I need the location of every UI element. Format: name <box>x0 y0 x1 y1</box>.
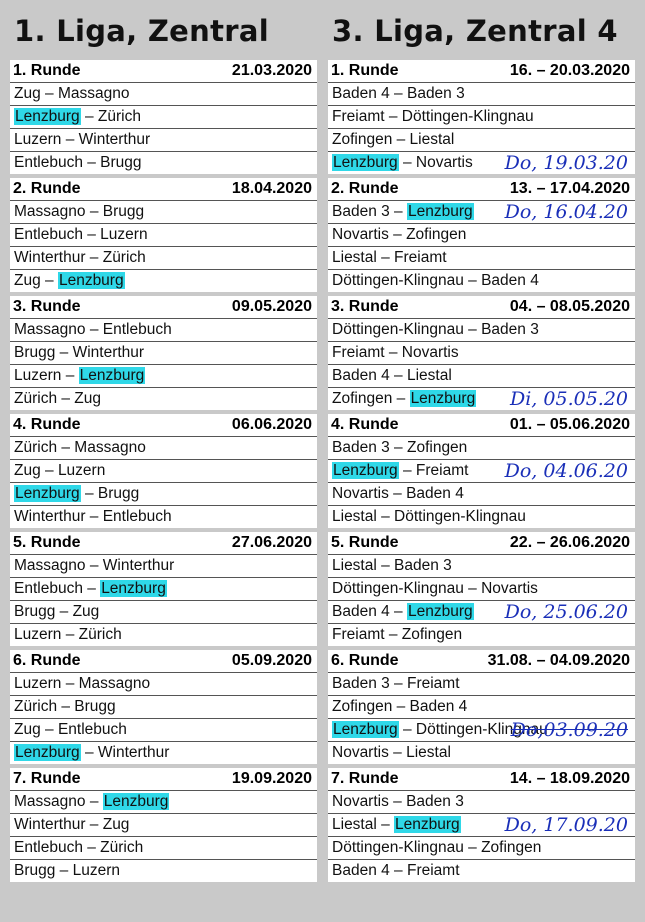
match-text: – Freiamt <box>398 462 469 479</box>
match-row <box>10 342 317 365</box>
match-text: – Zürich <box>80 108 141 125</box>
match-row <box>328 719 635 742</box>
round-label: 6. Runde <box>13 652 81 669</box>
match-row <box>10 106 317 129</box>
round-block <box>328 296 635 414</box>
match-text: Novartis – Baden 3 <box>332 793 464 810</box>
match-text: Entlebuch – Zürich <box>14 839 144 856</box>
highlighted-team: Lenzburg <box>103 793 169 810</box>
match-row <box>10 814 317 837</box>
round-header <box>328 178 635 201</box>
match-text: Novartis – Zofingen <box>332 226 467 243</box>
schedule-column-right <box>328 60 635 882</box>
match-row <box>10 319 317 342</box>
match-text: Freiamt – Novartis <box>332 344 459 361</box>
match-text: Döttingen-Klingnau – Baden 4 <box>332 272 539 289</box>
round-label: 5. Runde <box>13 534 81 551</box>
schedule-column-left <box>10 60 317 882</box>
match-text: Massagno – Entlebuch <box>14 321 172 338</box>
match-row <box>328 578 635 601</box>
round-header <box>328 768 635 791</box>
match-row <box>328 742 635 764</box>
match-text: Massagno – Winterthur <box>14 557 175 574</box>
highlighted-team: Lenzburg <box>410 390 476 407</box>
round-label: 2. Runde <box>13 180 81 197</box>
match-row <box>328 270 635 292</box>
round-header <box>10 768 317 791</box>
round-date: 16. – 20.03.2020 <box>509 62 630 79</box>
round-block <box>10 414 317 532</box>
highlighted-team: Lenzburg <box>395 816 460 833</box>
highlighted-team: Lenzburg <box>15 744 80 761</box>
round-block <box>10 178 317 296</box>
round-date: 31.08. – 04.09.2020 <box>487 652 630 669</box>
match-text: Massagno – <box>14 793 103 810</box>
match-text: Zürich – Zug <box>14 390 102 407</box>
match-row <box>10 578 317 601</box>
handwritten-date-note: Do, 04.06.20 <box>504 460 628 482</box>
match-row <box>328 437 635 460</box>
match-row <box>10 837 317 860</box>
match-row <box>328 247 635 270</box>
match-row <box>10 506 317 528</box>
round-block <box>10 532 317 650</box>
match-row <box>10 201 317 224</box>
round-label: 3. Runde <box>331 298 399 315</box>
match-row <box>328 696 635 719</box>
round-date: 01. – 05.06.2020 <box>509 416 630 433</box>
match-row <box>10 624 317 646</box>
round-header <box>10 650 317 673</box>
match-text: – Winterthur <box>80 744 170 761</box>
round-label: 4. Runde <box>13 416 81 433</box>
match-row <box>328 673 635 696</box>
round-date: 18.04.2020 <box>231 180 312 197</box>
match-row <box>328 319 635 342</box>
highlighted-team: Lenzburg <box>15 108 80 125</box>
match-text: Winterthur – Entlebuch <box>14 508 172 525</box>
round-label: 1. Runde <box>13 62 81 79</box>
match-text: Zug – Massagno <box>14 85 130 102</box>
match-row <box>328 555 635 578</box>
round-block <box>328 768 635 882</box>
match-text: Zug – Entlebuch <box>14 721 127 738</box>
match-text: Liestal – Baden 3 <box>332 557 452 574</box>
match-row <box>328 342 635 365</box>
round-header <box>328 650 635 673</box>
match-text: Luzern – <box>14 367 79 384</box>
round-block <box>328 650 635 768</box>
round-date: 05.09.2020 <box>231 652 312 669</box>
round-header <box>328 532 635 555</box>
match-row <box>328 106 635 129</box>
round-date: 27.06.2020 <box>231 534 312 551</box>
match-row <box>10 460 317 483</box>
match-text: Döttingen-Klingnau – Novartis <box>332 580 538 597</box>
round-date: 14. – 18.09.2020 <box>509 770 630 787</box>
match-text: Brugg – Winterthur <box>14 344 145 361</box>
match-text: – Novartis <box>398 154 473 171</box>
round-header <box>328 60 635 83</box>
highlighted-team: Lenzburg <box>407 603 473 620</box>
round-header <box>10 296 317 319</box>
match-text: Baden 4 – Baden 3 <box>332 85 465 102</box>
match-row <box>10 247 317 270</box>
match-row <box>328 201 635 224</box>
round-label: 7. Runde <box>13 770 81 787</box>
round-date: 06.06.2020 <box>231 416 312 433</box>
highlighted-team: Lenzburg <box>79 367 145 384</box>
match-row <box>10 365 317 388</box>
match-row <box>10 152 317 174</box>
match-row <box>10 601 317 624</box>
match-text: Zürich – Brugg <box>14 698 116 715</box>
match-row <box>10 791 317 814</box>
highlighted-team: Lenzburg <box>333 462 398 479</box>
match-text: Entlebuch – <box>14 580 101 597</box>
round-block <box>10 768 317 882</box>
round-header <box>10 178 317 201</box>
round-date: 09.05.2020 <box>231 298 312 315</box>
highlighted-team: Lenzburg <box>407 203 473 220</box>
match-text: Luzern – Zürich <box>14 626 122 643</box>
match-row <box>328 506 635 528</box>
round-header <box>10 60 317 83</box>
match-row <box>10 696 317 719</box>
match-text: Winterthur – Zug <box>14 816 130 833</box>
match-row <box>10 719 317 742</box>
match-row <box>10 555 317 578</box>
highlighted-team: Lenzburg <box>333 721 398 738</box>
highlighted-team: Lenzburg <box>58 272 124 289</box>
round-date: 04. – 08.05.2020 <box>509 298 630 315</box>
match-text: Liestal – <box>332 816 395 833</box>
match-text: Zürich – Massagno <box>14 439 146 456</box>
match-row <box>328 860 635 882</box>
round-label: 2. Runde <box>331 180 399 197</box>
match-text: Freiamt – Zofingen <box>332 626 463 643</box>
round-block <box>328 60 635 178</box>
match-row <box>10 388 317 410</box>
handwritten-date-note: Do, 25.06.20 <box>504 601 628 623</box>
match-text: Baden 3 – Freiamt <box>332 675 460 692</box>
round-label: 7. Runde <box>331 770 399 787</box>
match-text: Massagno – Brugg <box>14 203 145 220</box>
match-row <box>328 460 635 483</box>
match-text: Zug – <box>14 272 58 289</box>
match-text: Zofingen – <box>332 390 410 407</box>
match-row <box>10 673 317 696</box>
round-block <box>328 532 635 650</box>
handwritten-date-note: Do, 19.03.20 <box>504 152 628 174</box>
match-text: Döttingen-Klingnau – Baden 3 <box>332 321 539 338</box>
round-date: 21.03.2020 <box>231 62 312 79</box>
round-date: 22. – 26.06.2020 <box>509 534 630 551</box>
match-row <box>10 742 317 764</box>
match-row <box>10 437 317 460</box>
match-row <box>328 129 635 152</box>
match-text: Baden 3 – <box>332 203 407 220</box>
round-label: 4. Runde <box>331 416 399 433</box>
handwritten-date-note: Do, 17.09.20 <box>504 814 628 836</box>
match-row <box>328 152 635 174</box>
round-date: 19.09.2020 <box>231 770 312 787</box>
highlighted-team: Lenzburg <box>333 154 398 171</box>
match-text: Zug – Luzern <box>14 462 106 479</box>
round-label: 6. Runde <box>331 652 399 669</box>
match-row <box>328 224 635 247</box>
round-label: 5. Runde <box>331 534 399 551</box>
handwritten-date-note: Do, 16.04.20 <box>504 201 628 223</box>
match-text: – Brugg <box>80 485 140 502</box>
match-row <box>328 365 635 388</box>
round-label: 3. Runde <box>13 298 81 315</box>
match-text: Winterthur – Zürich <box>14 249 146 266</box>
match-text: Novartis – Liestal <box>332 744 451 761</box>
match-text: Luzern – Winterthur <box>14 131 151 148</box>
match-row <box>328 791 635 814</box>
match-text: Baden 4 – Freiamt <box>332 862 460 879</box>
match-row <box>10 860 317 882</box>
round-block <box>10 60 317 178</box>
match-text: – Döttingen-Klingnau <box>398 721 548 738</box>
match-text: Brugg – Zug <box>14 603 100 620</box>
match-text: Freiamt – Döttingen-Klingnau <box>332 108 534 125</box>
highlighted-team: Lenzburg <box>101 580 166 597</box>
round-block <box>328 178 635 296</box>
match-row <box>10 224 317 247</box>
match-text: Zofingen – Liestal <box>332 131 455 148</box>
round-block <box>10 296 317 414</box>
match-text: Baden 4 – <box>332 603 407 620</box>
round-block <box>328 414 635 532</box>
match-row <box>10 129 317 152</box>
match-text: Liestal – Döttingen-Klingnau <box>332 508 526 525</box>
match-row <box>328 83 635 106</box>
match-text: Luzern – Massagno <box>14 675 151 692</box>
match-text: Entlebuch – Brugg <box>14 154 142 171</box>
round-label: 1. Runde <box>331 62 399 79</box>
round-header <box>328 414 635 437</box>
match-row <box>10 83 317 106</box>
match-text: Novartis – Baden 4 <box>332 485 464 502</box>
match-text: Liestal – Freiamt <box>332 249 447 266</box>
handwritten-date-note: Di, 05.05.20 <box>510 388 628 410</box>
round-header <box>10 414 317 437</box>
match-row <box>328 388 635 410</box>
match-text: Baden 4 – Liestal <box>332 367 452 384</box>
match-text: Zofingen – Baden 4 <box>332 698 468 715</box>
highlighted-team: Lenzburg <box>15 485 80 502</box>
match-row <box>328 837 635 860</box>
match-row <box>328 483 635 506</box>
match-text: Entlebuch – Luzern <box>14 226 148 243</box>
match-text: Brugg – Luzern <box>14 862 120 879</box>
round-block <box>10 650 317 768</box>
match-text: Döttingen-Klingnau – Zofingen <box>332 839 542 856</box>
handwritten-date-note: Do,03.09.20 <box>510 719 628 741</box>
match-row <box>328 814 635 837</box>
round-header <box>328 296 635 319</box>
match-row <box>328 624 635 646</box>
match-row <box>328 601 635 624</box>
match-text: Baden 3 – Zofingen <box>332 439 468 456</box>
league-title-left: 1. Liga, Zentral <box>14 14 269 48</box>
match-row <box>10 483 317 506</box>
round-header <box>10 532 317 555</box>
match-row <box>10 270 317 292</box>
round-date: 13. – 17.04.2020 <box>509 180 630 197</box>
league-title-right: 3. Liga, Zentral 4 <box>332 14 618 48</box>
